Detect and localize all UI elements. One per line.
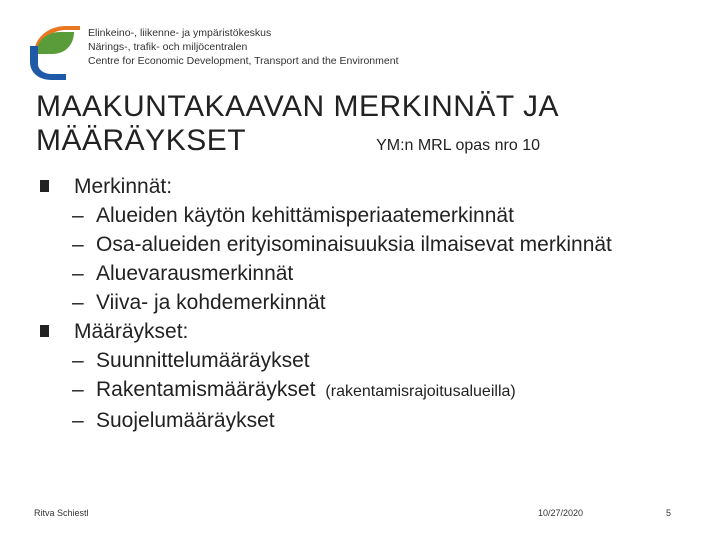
- section-maaraykset: [40, 317, 612, 346]
- dash-marker: –: [72, 262, 84, 285]
- list-item-text: Aluevarausmerkinnät: [96, 262, 294, 285]
- list-item-text: Suojelumääräykset: [96, 409, 275, 432]
- section-merkinnat: [40, 172, 612, 201]
- list-item-text: Suunnittelumääräykset: [96, 349, 310, 372]
- list-item: [40, 259, 612, 288]
- dash-marker: –: [72, 349, 84, 372]
- footer-author: Ritva Schiestl: [34, 508, 89, 518]
- list-item: [40, 288, 612, 317]
- ely-centre-logo: [22, 20, 82, 80]
- dash-marker: –: [72, 291, 84, 314]
- dash-marker: –: [72, 233, 84, 256]
- list-item: [40, 230, 612, 259]
- title-line-2: MÄÄRÄYKSET: [36, 124, 247, 157]
- dash-marker: –: [72, 204, 84, 227]
- dash-marker: –: [72, 409, 84, 432]
- slide-title: [36, 90, 559, 163]
- list-item: [40, 346, 612, 375]
- section-label: Määräykset:: [74, 320, 189, 343]
- list-item-text: Rakentamismääräykset: [96, 378, 316, 401]
- square-bullet-icon: [40, 325, 49, 337]
- list-item-text: Viiva- ja kohdemerkinnät: [96, 291, 326, 314]
- list-item: [40, 406, 612, 435]
- org-line-en: Centre for Economic Development, Transport and the Environment: [88, 55, 399, 67]
- page-number: 5: [666, 508, 672, 518]
- list-item: [40, 375, 612, 406]
- section-label: Merkinnät:: [74, 175, 173, 198]
- org-line-sv: Närings-, trafik- och miljöcentralen: [88, 41, 248, 53]
- slide-content: [40, 172, 612, 435]
- title-line-1: MAAKUNTAKAAVAN MERKINNÄT JA: [36, 90, 560, 123]
- org-line-fi: Elinkeino-, liikenne- ja ympäristökeskus: [88, 27, 272, 39]
- list-item-text: Osa-alueiden erityisominaisuuksia ilmaisevat merkinnät: [96, 233, 612, 256]
- footer-date: 10/27/2020: [538, 508, 584, 518]
- dash-marker: –: [72, 378, 84, 401]
- square-bullet-icon: [40, 180, 49, 192]
- list-item: [40, 201, 612, 230]
- organization-name: [88, 26, 399, 68]
- list-item-text: Alueiden käytön kehittämisperiaatemerkinnät: [96, 204, 514, 227]
- list-item-note: (rakentamisrajoitusalueilla): [325, 383, 516, 400]
- title-subtitle: YM:n MRL opas nro 10: [376, 137, 540, 154]
